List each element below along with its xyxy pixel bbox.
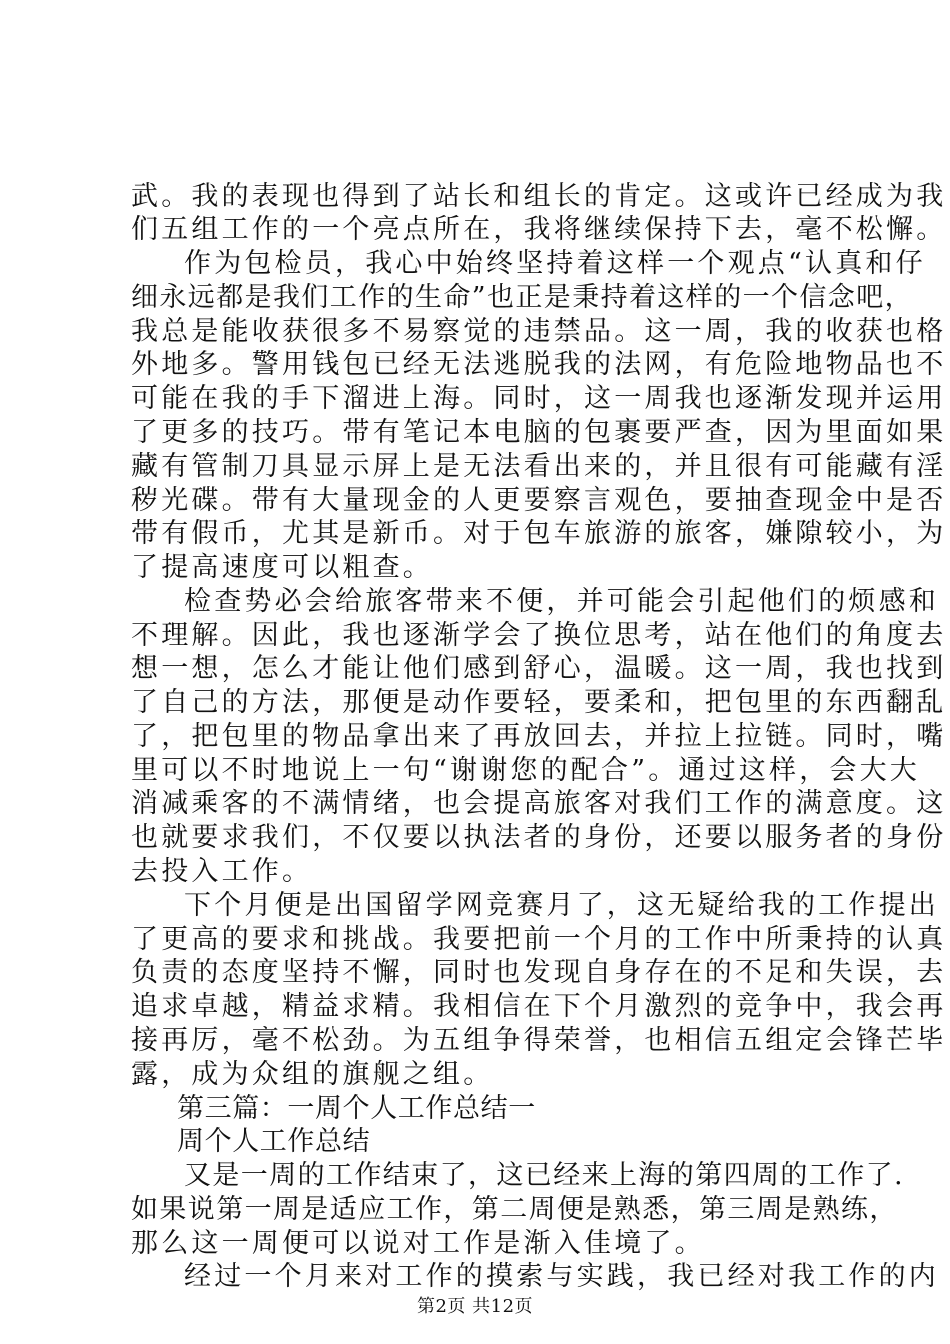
paragraph-line: 可能在我的手下溜进上海。同时，这一周我也逐渐发现并运用 [131,383,947,414]
paragraph-line: 接再厉，毫不松劲。为五组争得荣誉，也相信五组定会锋芒毕 [131,1025,947,1056]
paragraph-line: 检查势必会给旅客带来不便，并可能会引起他们的烦感和 [184,586,939,617]
paragraph-line: 消减乘客的不满情绪，也会提高旅客对我们工作的满意度。这 [131,788,947,819]
paragraph-line: 带有假币，尤其是新币。对于包车旅游的旅客，嫌隙较小，为 [131,518,947,549]
paragraph-line: 了，把包里的物品拿出来了再放回去，并拉上拉链。同时，嘴 [131,721,947,752]
paragraph-line: 武。我的表现也得到了站长和组长的肯定。这或许已经成为我 [131,181,947,212]
paragraph-line: 藏有管制刀具显示屏上是无法看出来的，并且很有可能藏有淫 [131,451,947,482]
paragraph-line: 想一想，怎么才能让他们感到舒心，温暖。这一周，我也找到 [131,653,947,684]
paragraph-line: 里可以不时地说上一句“谢谢您的配合”。通过这样，会大大 [131,755,921,786]
paragraph-line: 了提高速度可以粗查。 [131,552,433,583]
paragraph-line: 露，成为众组的旗舰之组。 [131,1059,494,1090]
section-subheading: 周个人工作总结 [177,1126,371,1157]
paragraph-line: 了更高的要求和挑战。我要把前一个月的工作中所秉持的认真 [131,924,947,955]
paragraph-line: 也就要求我们，不仅要以执法者的身份，还要以服务者的身份 [131,822,947,853]
paragraph-line: 负责的态度坚持不懈，同时也发现自身存在的不足和失误，去 [131,957,947,988]
paragraph-line: 了更多的技巧。带有笔记本电脑的包裹要严查，因为里面如果 [131,417,947,448]
paragraph-line: 如果说第一周是适应工作，第二周便是熟悉，第三周是熟练， [131,1194,898,1225]
section-heading: 第三篇：一周个人工作总结一 [177,1093,536,1124]
paragraph-line: 追求卓越，精益求精。我相信在下个月激烈的竞争中，我会再 [131,991,947,1022]
page-number-footer: 第2页 共12页 [416,1296,534,1317]
paragraph-line: 了自己的方法，那便是动作要轻，要柔和，把包里的东西翻乱 [131,687,947,718]
paragraph-line: 经过一个月来对工作的摸索与实践，我已经对我工作的内 [184,1261,939,1292]
paragraph-line: 下个月便是出国留学网竞赛月了，这无疑给我的工作提出 [184,890,939,921]
paragraph-line: 又是一周的工作结束了，这已经来上海的第四周的工作了. [184,1160,904,1191]
paragraph-line: 秽光碟。带有大量现金的人更要察言观色，要抽查现金中是否 [131,485,947,516]
paragraph-line: 作为包检员，我心中始终坚持着这样一个观点“认真和仔 [184,248,926,279]
paragraph-line: 外地多。警用钱包已经无法逃脱我的法网，有危险地物品也不 [131,349,947,380]
paragraph-line: 细永远都是我们工作的生命”也正是秉持着这样的一个信念吧， [131,282,914,313]
paragraph-line: 那么这一周便可以说对工作是渐入佳境了。 [131,1228,705,1259]
paragraph-line: 去投入工作。 [131,856,313,887]
paragraph-line: 不理解。因此，我也逐渐学会了换位思考，站在他们的角度去 [131,620,947,651]
paragraph-line: 们五组工作的一个亮点所在，我将继续保持下去，毫不松懈。 [131,214,947,245]
paragraph-line: 我总是能收获很多不易察觉的违禁品。这一周，我的收获也格 [131,316,947,347]
